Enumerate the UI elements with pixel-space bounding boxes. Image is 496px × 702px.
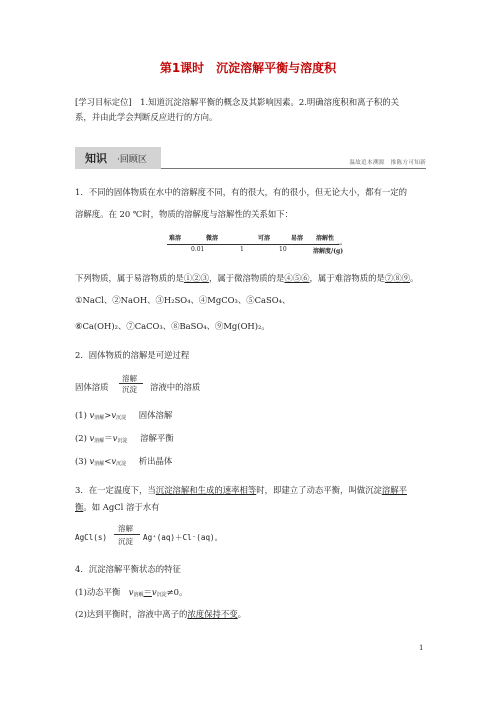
- case-2-relation: ＝: [104, 433, 113, 443]
- feature-1-equal: ＝: [143, 587, 152, 597]
- q3-end: 。如 AgCl 溶于水有: [83, 502, 160, 512]
- chart-label-insoluble: 难溶: [169, 235, 182, 242]
- case-1-relation: >: [104, 410, 112, 420]
- answer-slightly-soluble: ④⑤⑥: [284, 273, 310, 283]
- dissolution-process: [75, 372, 423, 402]
- chart-axis-arrow: →: [337, 241, 343, 248]
- case-2-result: 溶解平衡: [140, 433, 174, 443]
- case-3-result: 析出晶体: [138, 456, 173, 466]
- solubility-chart: [165, 233, 365, 263]
- feature-1-v-dissolve: v: [128, 587, 134, 597]
- case-3-relation: <: [104, 456, 112, 466]
- case-2-number: (2): [75, 433, 87, 443]
- answers-mid-1: ，属于微溶物质的是: [209, 273, 285, 283]
- question-3-line-2: [75, 500, 423, 514]
- case-2-sub-precip: 沉淀: [117, 438, 128, 444]
- equation-right: Ag⁺(aq)＋Cl⁻(aq)。: [143, 533, 223, 542]
- chart-axis: [167, 244, 339, 245]
- chart-label-soluble: 可溶: [258, 235, 271, 242]
- feature-1: [75, 585, 423, 602]
- agcl-equation: [75, 522, 423, 552]
- case-3-sub-dissolve: 溶解: [94, 461, 105, 467]
- equation-dissolve-label: 溶解: [118, 524, 133, 533]
- q3-middle: 时，即建立了动态平衡，叫做沉淀: [256, 485, 382, 495]
- question-4: 4．沉淀溶解平衡状态的特征: [75, 564, 181, 574]
- feature-2-prefix: (2)达到平衡时，溶液中离子的: [75, 609, 188, 619]
- case-2-v-dissolve: v: [89, 433, 95, 443]
- q3-prefix: 3．在一定温度下，当: [75, 485, 156, 495]
- chart-label-easily-soluble: 易溶: [291, 235, 304, 242]
- case-1: [75, 408, 423, 425]
- case-1-v-dissolve: v: [89, 410, 95, 420]
- case-3: [75, 454, 423, 471]
- case-3-number: (3): [75, 456, 87, 466]
- page-number: 1: [419, 644, 424, 652]
- process-dissolved-solute: 溶液中的溶质: [150, 382, 201, 392]
- substance-list-1: ①NaCl、②NaOH、③H₂SO₄、④MgCO₃、⑤CaSO₄、: [75, 295, 291, 305]
- question-3-line-1: [75, 483, 423, 497]
- section-badge: [75, 147, 161, 169]
- substance-list-2: ⑥Ca(OH)₂、⑦CaCO₃、⑧BaSO₄、⑨Mg(OH)₂。: [75, 321, 270, 331]
- chart-axis-label: 溶解度/(g): [313, 248, 344, 255]
- section-header: [75, 147, 426, 169]
- feature-2-end: 。: [237, 609, 246, 619]
- objectives-line-1: [学习目标定位] 1.知道沉淀溶解平衡的概念及其影响因素。2.明确溶度积和离子积的关: [75, 97, 400, 107]
- answer-insoluble: ⑦⑧⑨: [384, 273, 410, 283]
- case-3-v-dissolve: v: [89, 456, 95, 466]
- answers-prefix: 下列物质，属于易溶物质的是: [75, 273, 184, 283]
- process-dissolve-label: 溶解: [122, 374, 137, 383]
- case-1-result: 固体溶解: [138, 410, 173, 420]
- feature-1-prefix: (1)动态平衡: [75, 587, 129, 597]
- section-subtitle: ·回顾区: [117, 155, 147, 165]
- question-1-line-1: 1．不同的固体物质在水中的溶解度不同，有的很大，有的很小，但无论大小，都有一定的: [75, 187, 407, 197]
- feature-1-sub-dissolve: 溶解: [133, 592, 144, 598]
- page-title: 第1课时 沉淀溶解平衡与溶度积: [159, 61, 337, 75]
- q3-answer-rate: 沉淀溶解和生成的速率相等: [155, 485, 257, 495]
- case-2: [75, 431, 423, 448]
- case-2-v-precip: v: [112, 433, 118, 443]
- case-3-v-precip: v: [111, 456, 117, 466]
- question-1-line-2: 溶解度。在 20 ℃时，物质的溶解度与溶解性的关系如下：: [75, 209, 293, 219]
- q3-answer-term-part-2: 衡: [75, 502, 84, 512]
- equation-left: AgCl(s): [75, 533, 108, 542]
- answers-end: 。: [410, 273, 419, 283]
- process-precipitate-label: 沉淀: [122, 385, 137, 394]
- case-1-sub-dissolve: 溶解: [94, 415, 105, 421]
- section-motto: 温故追本溯源 推陈方可知新: [349, 160, 426, 166]
- case-1-v-precip: v: [111, 410, 117, 420]
- case-2-sub-dissolve: 溶解: [94, 438, 105, 444]
- question-2: 2．固体物质的溶解是可逆过程: [75, 350, 190, 360]
- feature-1-end: ≠0。: [166, 587, 188, 597]
- section-divider: [161, 168, 426, 169]
- case-3-sub-precip: 沉淀: [116, 461, 127, 467]
- q3-answer-term-part-1: 溶解平: [381, 485, 407, 495]
- feature-2-answer: 浓度保持不变: [187, 609, 238, 619]
- objectives-line-2: 系，并由此学会判断反应进行的方向。: [75, 112, 218, 122]
- answer-easily-soluble: ①②③: [183, 273, 209, 283]
- learning-objectives: [75, 95, 425, 125]
- process-solid-solute: 固体溶质: [75, 382, 109, 392]
- case-1-number: (1): [75, 410, 87, 420]
- section-title: 知识: [85, 152, 107, 165]
- answers-mid-2: ，属于难溶物质的是: [309, 273, 385, 283]
- chart-label-solubility: 溶解性: [316, 235, 335, 242]
- feature-1-sub-precip: 沉淀: [156, 592, 167, 598]
- equation-precipitate-label: 沉淀: [118, 537, 133, 546]
- feature-1-v-precip: v: [151, 587, 157, 597]
- question-1-answers: [75, 271, 423, 285]
- feature-2: [75, 607, 423, 621]
- chart-label-slightly-soluble: 微溶: [206, 235, 219, 242]
- case-1-sub-precip: 沉淀: [116, 415, 127, 421]
- chart-tick-1: 1: [240, 246, 244, 253]
- chart-tick-0-01: 0.01: [191, 246, 205, 253]
- chart-tick-10: 10: [279, 246, 287, 253]
